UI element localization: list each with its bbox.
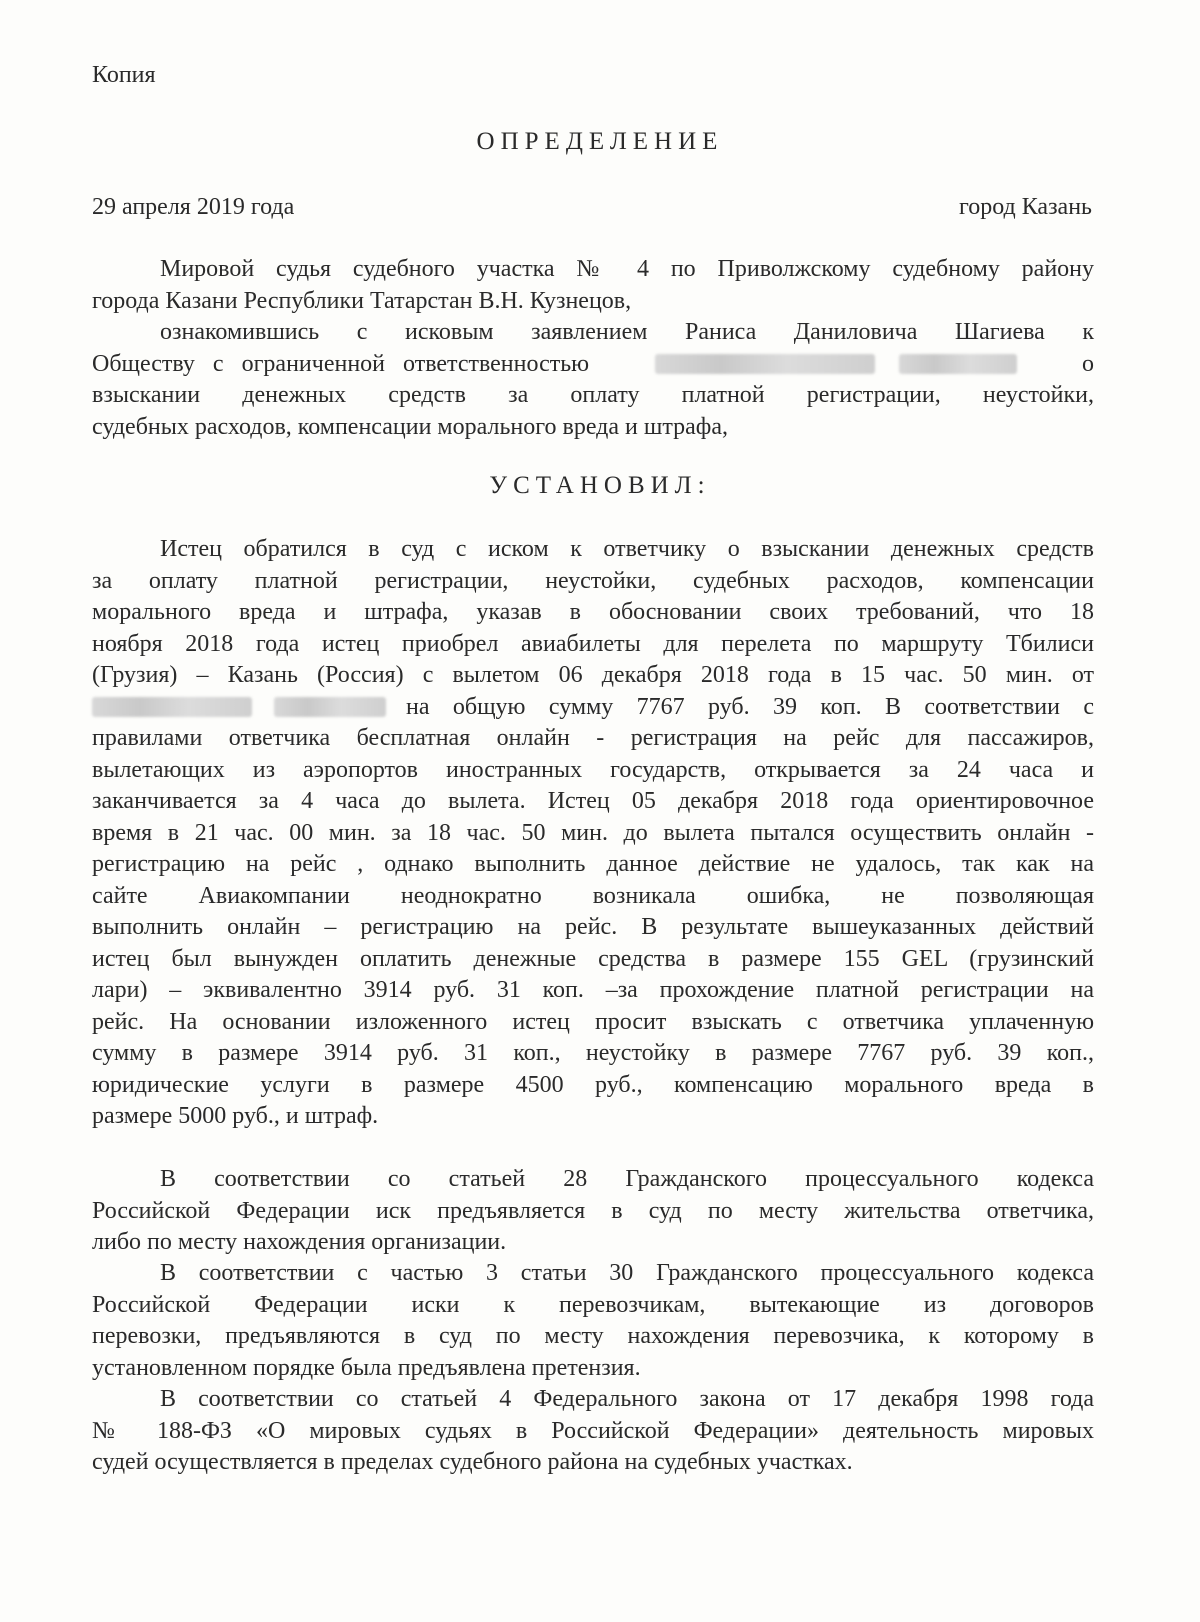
paragraph-line: сумму в размере 3914 руб. 31 коп., неустойку в размере 7767 руб. 39 коп., (92, 1040, 1094, 1066)
paragraph-line: установленном порядке была предъявлена претензия. (92, 1354, 641, 1381)
intro-line: Мировой судья судебного участка № 4 по Приволжскому судебному району (160, 256, 1094, 282)
intro-line-text: Обществу с ограниченной ответственностью (92, 350, 590, 377)
paragraph-line: время в 21 час. 00 мин. за 18 час. 50 мин. до вылета пытался осуществить онлайн - (92, 819, 1094, 846)
redacted-company-name (655, 349, 1017, 381)
paragraph-line: перевозки, предъявляются в суд по месту нахождения перевозчика, к которому в (92, 1323, 1094, 1349)
paragraph-line: правилами ответчика бесплатная онлайн - регистрация на рейс для пассажиров, (92, 725, 1094, 751)
paragraph-line: (Грузия) – Казань (Россия) с вылетом 06 декабря 2018 года в 15 час. 50 мин. от (92, 662, 1094, 688)
paragraph-line: судей осуществляется в пределах судебного района на судебных участках. (92, 1449, 853, 1475)
paragraph-line: регистрацию на рейс , однако выполнить данное действие не удалось, так как на (92, 851, 1094, 877)
intro-line-text: о (1081, 350, 1094, 377)
redaction-blur (899, 354, 1017, 374)
section-heading-established: УСТАНОВИЛ: (489, 472, 711, 499)
paragraph-claim (92, 534, 1094, 1133)
intro-line: взыскании денежных средств за оплату платной регистрации, неустойки, (92, 382, 1094, 408)
paragraph-line: заканчивается за 4 часа до вылета. Истец 05 декабря 2018 года ориентировочное (92, 788, 1094, 814)
paragraph-line: размере 5000 руб., и штраф. (92, 1103, 379, 1129)
document-city: город Казань (958, 194, 1092, 220)
paragraph-line: выполнить онлайн – регистрацию на рейс. В результате вышеуказанных действий (92, 914, 1094, 940)
redaction-blur (274, 697, 386, 717)
paragraph-line: за оплату платной регистрации, неустойки, судебных расходов, компенсации (92, 567, 1094, 594)
intro-line: ознакомившись с исковым заявлением Раниса Даниловича Шагиева к (160, 319, 1094, 345)
paragraph-line: юридические услуги в размере 4500 руб., компенсацию морального вреда в (92, 1071, 1094, 1098)
redaction-blur (92, 697, 252, 717)
paragraph-line: В соответствии со статьей 28 Гражданского процессуального кодекса (160, 1166, 1094, 1192)
paragraph-line: В соответствии со статьей 4 Федерального закона от 17 декабря 1998 года (160, 1386, 1094, 1412)
paragraph-line: лари) – эквивалентно 3914 руб. 31 коп. –за прохождение платной регистрации на (92, 977, 1094, 1003)
paragraph-line: вылетающих из аэропортов иностранных государств, открывается за 24 часа и (92, 756, 1094, 783)
copy-label: Копия (92, 62, 156, 88)
paragraph-line: рейс. На основании изложенного истец просит взыскать с ответчика уплаченную (92, 1008, 1094, 1035)
paragraph-article-30 (92, 1258, 1094, 1384)
paragraph-line: морального вреда и штрафа, указав в обосновании своих требований, что 18 (92, 599, 1094, 625)
paragraph-line: либо по месту нахождения организации. (92, 1229, 507, 1255)
intro-paragraph (92, 254, 1094, 443)
paragraph-federal-law (92, 1384, 1094, 1479)
paragraph-line: Российской Федерации иск предъявляется в суд по месту жительства ответчика, (92, 1197, 1094, 1224)
intro-line (92, 349, 1094, 381)
paragraph-line-text: на общую сумму 7767 руб. 39 коп. В соответствии с (406, 693, 1094, 720)
intro-line: судебных расходов, компенсации морального вреда и штрафа, (92, 413, 728, 440)
document-title: ОПРЕДЕЛЕНИЕ (476, 128, 724, 155)
paragraph-line: № 188-ФЗ «О мировых судьях в Российской Федерации» деятельность мировых (92, 1417, 1094, 1444)
paragraph-line (92, 692, 1094, 724)
paragraph-article-28 (92, 1164, 1094, 1259)
document-date: 29 апреля 2019 года (92, 194, 295, 220)
redacted-company-name (92, 692, 386, 724)
paragraph-line: Истец обратился в суд с иском к ответчику о взыскании денежных средств (160, 536, 1094, 562)
paragraph-line: Российской Федерации иски к перевозчикам, вытекающие из договоров (92, 1291, 1094, 1318)
paragraph-line: ноября 2018 года истец приобрел авиабилеты для перелета по маршруту Тбилиси (92, 630, 1094, 657)
redaction-blur (655, 354, 875, 374)
paragraph-line: истец был вынужден оплатить денежные средства в размере 155 GEL (грузинский (92, 945, 1094, 972)
intro-line: города Казани Республики Татарстан В.Н. Кузнецов, (92, 287, 632, 314)
paragraph-line: сайте Авиакомпании неоднократно возникала ошибка, не позволяющая (92, 882, 1094, 909)
paragraph-line: В соответствии с частью 3 статьи 30 Гражданского процессуального кодекса (160, 1260, 1094, 1286)
